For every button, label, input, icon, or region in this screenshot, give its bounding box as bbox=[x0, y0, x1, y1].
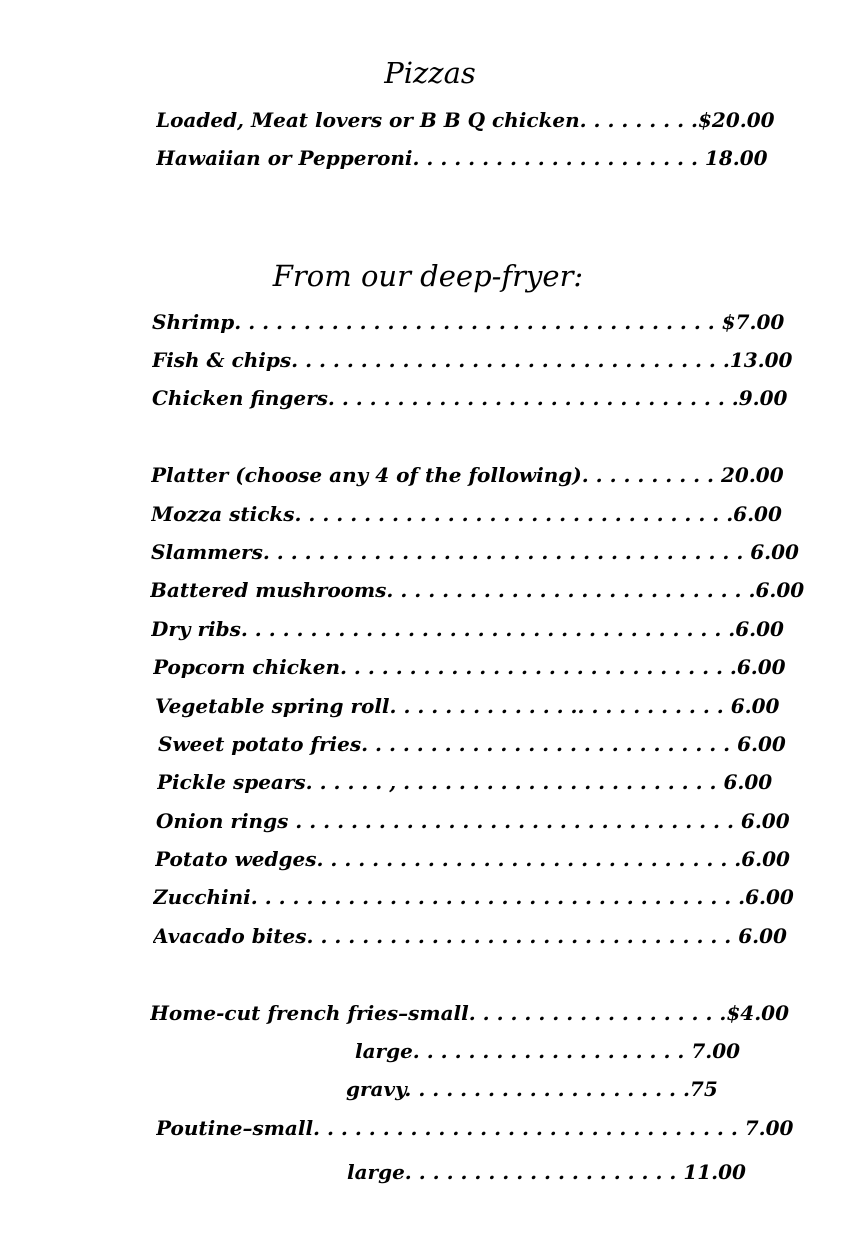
menu-line: Loaded, Meat lovers or B B Q chicken. . . . . . . . .$20.00 bbox=[156, 108, 775, 132]
menu-line: Pickle spears. . . . . . , . . . . . . . . . . . . . . . . . . . . . . . 6.00 bbox=[157, 770, 773, 794]
menu-line: Popcorn chicken. . . . . . . . . . . . . . . . . . . . . . . . . . . . .6.00 bbox=[153, 655, 786, 679]
menu-line: large. . . . . . . . . . . . . . . . . . . . 11.00 bbox=[347, 1160, 746, 1184]
menu-line: Mozza sticks. . . . . . . . . . . . . . . . . . . . . . . . . . . . . . . .6.00 bbox=[151, 502, 782, 526]
menu-line: gravy. . . . . . . . . . . . . . . . . . . . .75 bbox=[346, 1077, 718, 1101]
menu-line: Home-cut french fries–small. . . . . . . . . . . . . . . . . . .$4.00 bbox=[150, 1001, 789, 1025]
menu-line: Onion rings . . . . . . . . . . . . . . . . . . . . . . . . . . . . . . . . 6.00 bbox=[156, 809, 790, 833]
fryer-heading: From our deep-fryer: bbox=[272, 259, 584, 293]
menu-line: Slammers. . . . . . . . . . . . . . . . . . . . . . . . . . . . . . . . . . . 6.00 bbox=[151, 540, 799, 564]
menu-line: Potato wedges. . . . . . . . . . . . . . . . . . . . . . . . . . . . . . .6.00 bbox=[155, 847, 790, 871]
menu-line: Sweet potato fries. . . . . . . . . . . . . . . . . . . . . . . . . . . 6.00 bbox=[158, 732, 786, 756]
menu-line: Fish & chips. . . . . . . . . . . . . . . . . . . . . . . . . . . . . . . .13.00 bbox=[152, 348, 793, 372]
menu-line: Chicken fingers. . . . . . . . . . . . . . . . . . . . . . . . . . . . . .9.00 bbox=[152, 386, 788, 410]
menu-line: Platter (choose any 4 of the following). . . . . . . . . . 20.00 bbox=[151, 463, 784, 487]
menu-line: Battered mushrooms. . . . . . . . . . . . . . . . . . . . . . . . . . .6.00 bbox=[150, 578, 805, 602]
menu-line: Poutine–small. . . . . . . . . . . . . . . . . . . . . . . . . . . . . . . 7.00 bbox=[156, 1116, 794, 1140]
menu-line: Vegetable spring roll. . . . . . . . . . . . . .. . . . . . . . . . . 6.00 bbox=[155, 694, 780, 718]
menu-line: Dry ribs. . . . . . . . . . . . . . . . . . . . . . . . . . . . . . . . . . . .6.00 bbox=[151, 617, 784, 641]
menu-line: Zucchini. . . . . . . . . . . . . . . . . . . . . . . . . . . . . . . . . . . .6.00 bbox=[153, 885, 794, 909]
menu-line: Shrimp. . . . . . . . . . . . . . . . . . . . . . . . . . . . . . . . . . . $7.00 bbox=[152, 310, 785, 334]
menu-line: large. . . . . . . . . . . . . . . . . . . . 7.00 bbox=[355, 1039, 741, 1063]
menu-line: Avacado bites. . . . . . . . . . . . . . . . . . . . . . . . . . . . . . . 6.00 bbox=[153, 924, 787, 948]
pizzas-heading: Pizzas bbox=[384, 56, 476, 90]
menu-line: Hawaiian or Pepperoni. . . . . . . . . . . . . . . . . . . . . 18.00 bbox=[156, 146, 768, 170]
